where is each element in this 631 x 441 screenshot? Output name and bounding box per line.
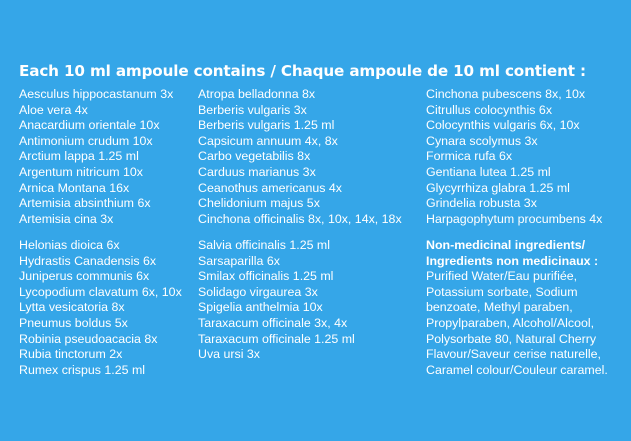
ingredient-line: Rubia tinctorum 2x xyxy=(19,347,123,362)
ingredient-line: Helonias dioica 6x xyxy=(19,238,120,252)
ingredient-line: Arnica Montana 16x xyxy=(19,180,130,195)
ingredient-line: Pneumus boldus 5x xyxy=(19,315,128,330)
ingredient-line: Ceanothus americanus 4x xyxy=(198,180,342,195)
ingredient-line: Rumex crispus 1.25 ml xyxy=(19,362,146,377)
ingredient-line: Carduus marianus 3x xyxy=(198,164,316,179)
ingredient-line: Cinchona officinalis 8x, 10x, 14x, 18x xyxy=(198,211,402,226)
ingredient-line: Antimonium crudum 10x xyxy=(19,133,153,148)
ingredients-heading: Each 10 ml ampoule contains / Chaque ampoule de 10 ml contient : xyxy=(19,62,586,80)
ingredient-line: Argentum nitricum 10x xyxy=(19,164,143,179)
ingredient-line: Artemisia cina 3x xyxy=(19,211,114,226)
ingredient-line: Atropa belladonna 8x xyxy=(198,87,316,101)
ingredient-line: Solidago virgaurea 3x xyxy=(198,284,318,299)
ingredient-line: Formica rufa 6x xyxy=(426,149,513,164)
ingredient-line: Grindelia robusta 3x xyxy=(426,196,537,211)
ingredient-line: Purified Water/Eau purifiée, xyxy=(426,269,578,284)
non-medicinal-heading-fr: Ingredients non medicinaux : xyxy=(426,253,599,268)
ingredient-line: Propylparaben, Alcohol/Alcool, xyxy=(426,315,595,330)
ingredient-line: Spigelia anthelmia 10x xyxy=(198,300,323,315)
ingredient-line: Caramel colour/Couleur caramel. xyxy=(426,362,608,377)
ingredient-line: Glycyrrhiza glabra 1.25 ml xyxy=(426,180,570,195)
ingredient-line: Taraxacum officinale 1.25 ml xyxy=(198,331,355,346)
ingredients-column-2-bottom xyxy=(198,238,355,363)
ingredient-line: Arctium lappa 1.25 ml xyxy=(19,149,139,164)
ingredient-line: Sarsaparilla 6x xyxy=(198,253,280,268)
ingredient-line: Anacardium orientale 10x xyxy=(19,118,160,133)
ingredient-line: Robinia pseudoacacia 8x xyxy=(19,331,158,346)
ingredients-column-3-top xyxy=(426,87,602,227)
ingredient-line: Cynara scolymus 3x xyxy=(426,133,538,148)
ingredient-line: Aesculus hippocastanum 3x xyxy=(19,87,174,101)
ingredient-line: Uva ursi 3x xyxy=(198,347,260,362)
non-medicinal-heading-en: Non-medicinal ingredients/ xyxy=(426,238,586,252)
ingredient-line: Hydrastis Canadensis 6x xyxy=(19,253,157,268)
ingredient-line: Lycopodium clavatum 6x, 10x xyxy=(19,284,182,299)
ingredient-line: Juniperus communis 6x xyxy=(19,269,150,284)
ingredient-line: Capsicum annuum 4x, 8x xyxy=(198,133,338,148)
ingredients-column-1-top xyxy=(19,87,173,227)
ingredient-line: Berberis vulgaris 3x xyxy=(198,102,307,117)
ingredients-column-2-top xyxy=(198,87,402,227)
ingredient-line: Smilax officinalis 1.25 ml xyxy=(198,269,334,284)
ingredient-line: Flavour/Saveur cerise naturelle, xyxy=(426,347,601,362)
ingredient-line: Cinchona pubescens 8x, 10x xyxy=(426,87,586,101)
ingredient-line: Lytta vesicatoria 8x xyxy=(19,300,125,315)
ingredient-line: Colocynthis vulgaris 6x, 10x xyxy=(426,118,580,133)
ingredient-line: Polysorbate 80, Natural Cherry xyxy=(426,331,597,346)
ingredient-line: Salvia officinalis 1.25 ml xyxy=(198,238,331,252)
ingredient-line: Taraxacum officinale 3x, 4x xyxy=(198,315,348,330)
ingredient-line: Citrullus colocynthis 6x xyxy=(426,102,553,117)
ingredient-line: Potassium sorbate, Sodium xyxy=(426,284,578,299)
ingredient-line: Gentiana lutea 1.25 ml xyxy=(426,164,551,179)
ingredient-line: benzoate, Methyl paraben, xyxy=(426,300,573,315)
non-medicinal-list xyxy=(426,269,608,378)
ingredient-line: Chelidonium majus 5x xyxy=(198,196,320,211)
ingredient-line: Harpagophytum procumbens 4x xyxy=(426,211,603,226)
ingredients-column-1-bottom xyxy=(19,238,182,378)
ingredient-line: Carbo vegetabilis 8x xyxy=(198,149,311,164)
non-medicinal-ingredients xyxy=(426,238,608,378)
ingredient-line: Berberis vulgaris 1.25 ml xyxy=(198,118,335,133)
ingredient-line: Artemisia absinthium 6x xyxy=(19,196,151,211)
ingredient-line: Aloe vera 4x xyxy=(19,102,88,117)
